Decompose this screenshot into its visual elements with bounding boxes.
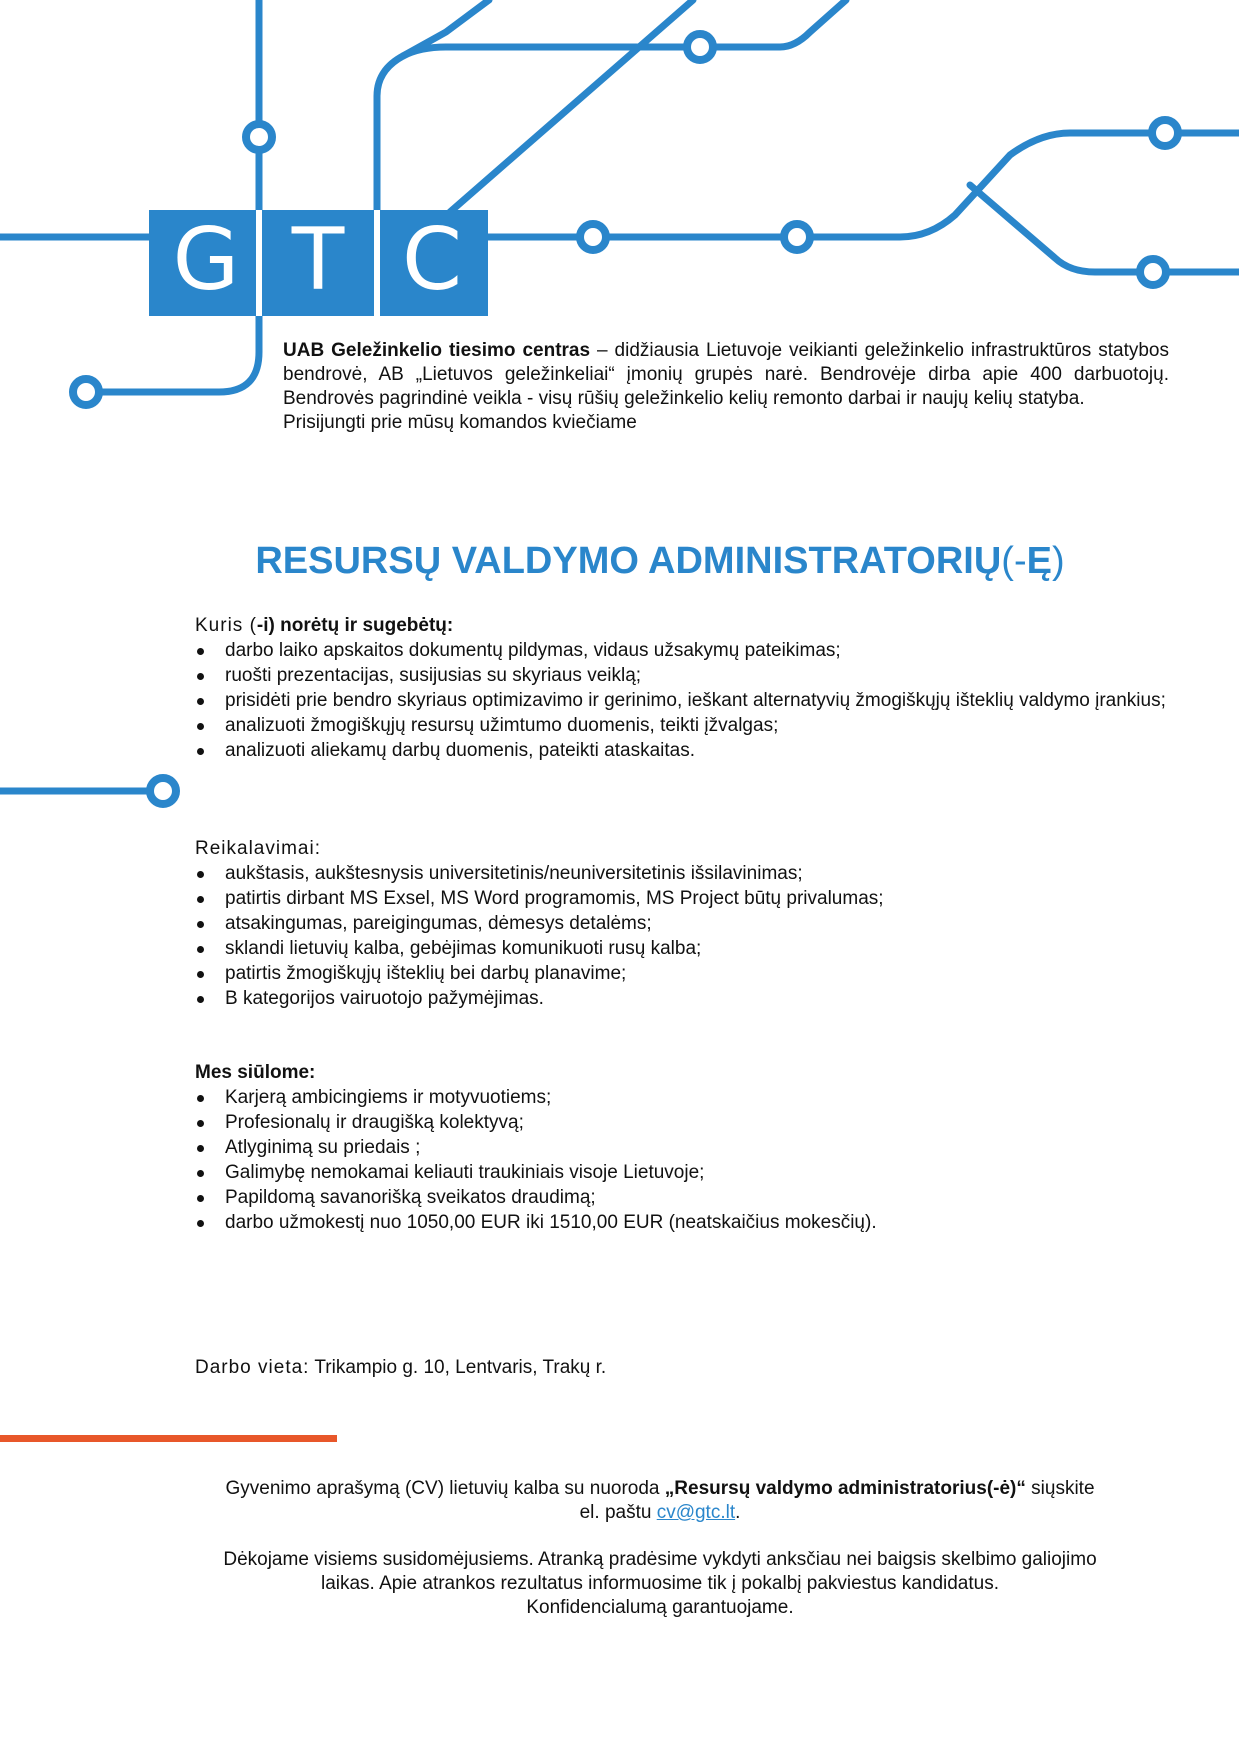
workplace-address: Trikampio g. 10, Lentvaris, Trakų r. <box>309 1357 607 1378</box>
station-icon <box>73 379 99 405</box>
list-item: patirtis dirbant MS Exsel, MS Word programomis, MS Project būtų privalumas; <box>195 886 1175 911</box>
list-item: prisidėti prie bendro skyriaus optimizavimo ir gerinimo, ieškant alternatyvių žmogiškųjų išteklių valdymo įrankius; <box>195 688 1175 713</box>
list-item: Papildomą savanorišką sveikatos draudimą; <box>195 1185 1175 1210</box>
station-icon <box>1140 259 1166 285</box>
list-item: Karjerą ambicingiems ir motyvuotiems; <box>195 1085 1175 1110</box>
requirements-heading: Reikalavimai: <box>195 838 321 859</box>
company-name: UAB Geležinkelio tiesimo centras <box>283 340 591 361</box>
requirements-section <box>195 837 1175 1011</box>
email-link[interactable]: cv@gtc.lt <box>656 1502 736 1523</box>
requirements-list <box>195 861 1175 1011</box>
offer-section <box>195 1061 1175 1235</box>
station-icon <box>150 778 176 804</box>
station-icon <box>246 124 272 150</box>
workplace-label: Darbo vieta: <box>195 1357 310 1378</box>
list-item: analizuoti aliekamų darbų duomenis, pateikti ataskaitas. <box>195 738 1175 763</box>
offer-list <box>195 1085 1175 1235</box>
logo-letter-g: G <box>172 210 240 310</box>
station-icon <box>784 224 810 250</box>
footer-divider <box>0 1435 337 1442</box>
logo-letter-t: T <box>291 210 345 310</box>
list-item: Galimybę nemokamai keliauti traukiniais visoje Lietuvoje; <box>195 1160 1175 1185</box>
list-item: Profesionalų ir draugišką kolektyvą; <box>195 1110 1175 1135</box>
list-item: darbo laiko apskaitos dokumentų pildymas, vidaus užsakymų pateikimas; <box>195 638 1175 663</box>
company-description: – didžiausia Lietuvoje veikianti geležinkelio infrastruktūros statybos bendrovė, AB „Lietuvos geležinkeliai“ įmonių grupės narė. Bendrovėje dirba apie 400 darbuotojų. Bendrovės pagrindinė veikla - visų rūšių geležinkelio kelių remonto darbai ir naujų kelių statyba. <box>283 340 1169 409</box>
workplace <box>195 1357 606 1379</box>
company-intro <box>283 339 1169 435</box>
invite-text: Prisijungti prie mūsų komandos kviečiame <box>283 412 637 433</box>
duties-section <box>195 614 1175 763</box>
list-item: patirtis žmogiškųjų išteklių bei darbų planavime; <box>195 961 1175 986</box>
list-item: Atlyginimą su priedais ; <box>195 1135 1175 1160</box>
job-title: RESURSŲ VALDYMO ADMINISTRATORIŲ(-Ę) <box>255 540 1065 582</box>
logo-letter-c: C <box>401 210 463 310</box>
offer-heading: Mes siūlome: <box>195 1062 316 1083</box>
thanks-note: Dėkojame visiems susidomėjusiems. Atranką pradėsime vykdyti anksčiau nei baigsis skelbimo galiojimo laikas. Apie atrankos rezultatus informuosime tik į pokalbį pakviestus kandidatus. Konfidencialumą garantuojame. <box>223 1549 1097 1618</box>
duties-heading: Kuris (-i) norėtų ir sugebėtų: <box>195 615 454 636</box>
station-icon <box>1152 120 1178 146</box>
cv-instructions: Gyvenimo aprašymą (CV) lietuvių kalba su nuoroda „Resursų valdymo administratorius(-ė)“ siųskite el. paštu cv@gtc.lt. <box>225 1478 1095 1523</box>
list-item: B kategorijos vairuotojo pažymėjimas. <box>195 986 1175 1011</box>
duties-list <box>195 638 1175 763</box>
list-item: sklandi lietuvių kalba, gebėjimas komunikuoti rusų kalba; <box>195 936 1175 961</box>
list-item: atsakingumas, pareigingumas, dėmesys detalėms; <box>195 911 1175 936</box>
list-item: darbo užmokestį nuo 1050,00 EUR iki 1510,00 EUR (neatskaičius mokesčių). <box>195 1210 1175 1235</box>
list-item: aukštasis, aukštesnysis universitetinis/neuniversitetinis išsilavinimas; <box>195 861 1175 886</box>
station-icon <box>687 34 713 60</box>
list-item: ruošti prezentacijas, susijusias su skyriaus veiklą; <box>195 663 1175 688</box>
station-icon <box>580 224 606 250</box>
list-item: analizuoti žmogiškųjų resursų užimtumo duomenis, teikti įžvalgas; <box>195 713 1175 738</box>
